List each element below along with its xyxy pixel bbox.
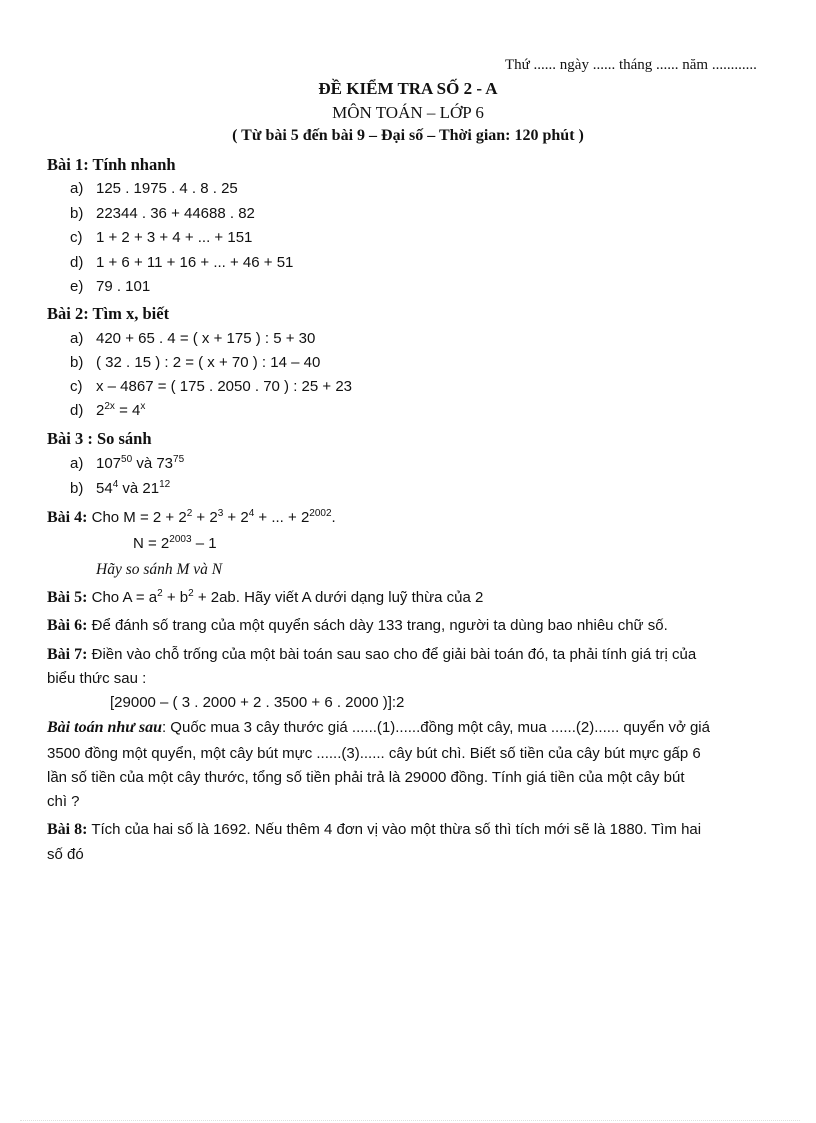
item-label: a): [70, 455, 84, 472]
bai3-heading: Bài 3 : So sánh: [47, 429, 152, 448]
problem-label: Bài toán như sau: [47, 719, 162, 736]
expr-text: + 2: [192, 509, 218, 526]
bai7-label: Bài 7:: [47, 646, 88, 663]
equation-text: = 4: [114, 402, 141, 419]
bai3-item-b: [70, 480, 170, 497]
date-line: Thứ ...... ngày ...... tháng ...... năm ............: [505, 57, 757, 73]
power-base: 54: [96, 480, 113, 497]
expr-text: Cho M = 2 + 2: [87, 509, 187, 526]
power-base: 107: [96, 455, 122, 472]
expr-text: + b: [162, 589, 189, 606]
item-label: b): [70, 480, 84, 497]
bai1-item-e: [70, 278, 150, 295]
problem-text: : Quốc mua 3 cây thước giá ......(1)......đồng một cây, mua ......(2)...... quyển vở giá: [161, 719, 710, 736]
item-text: 1 + 6 + 11 + 16 + ... + 46 + 51: [96, 254, 294, 271]
bai7-line1: [47, 646, 696, 664]
expr-text: Cho A = a: [87, 589, 158, 606]
exam-subject: MÔN TOÁN – LỚP 6: [332, 103, 484, 122]
item-label: b): [70, 354, 84, 371]
item-label: a): [70, 330, 84, 347]
bai7-problem-line1: [47, 719, 710, 737]
item-text: 125 . 1975 . 4 . 8 . 25: [96, 180, 238, 197]
bai2-item-c: [70, 378, 352, 395]
bai1-heading: Bài 1: Tính nhanh: [47, 155, 176, 174]
power-base: 2: [96, 402, 105, 419]
bai8-line1: [47, 821, 701, 839]
bai2-heading: Bài 2: Tìm x, biết: [47, 304, 170, 323]
bai2-item-a: [70, 330, 315, 347]
item-text: 420 + 65 . 4 = ( x + 175 ) : 5 + 30: [96, 330, 316, 347]
bai6-line: [47, 617, 668, 635]
question-text: Điền vào chỗ trống của một bài toán sau sao cho để giải bài toán đó, ta phải tính giá trị của: [87, 646, 697, 663]
bai5-label: Bài 5:: [47, 589, 88, 606]
item-text: 1 + 2 + 3 + 4 + ... + 151: [96, 229, 253, 246]
bai7-problem-line2: 3500 đồng một quyển, một cây bút mực ......(3)...... cây bút chì. Biết số tiền của cây bút mực gấp 6: [47, 745, 701, 762]
bai1-item-c: [70, 229, 252, 246]
exponent: 2: [188, 588, 194, 599]
bai1-item-a: [70, 180, 238, 197]
exponent: 2002: [309, 508, 332, 519]
bai1-item-d: [70, 254, 293, 271]
bai4-label: Bài 4:: [47, 509, 88, 526]
bai3-item-a: [70, 455, 184, 472]
bai5-line: [47, 589, 483, 607]
exponent: x: [140, 401, 146, 412]
bai4-compare: Hãy so sánh M và N: [96, 561, 223, 578]
compare-text: và 21: [118, 480, 160, 497]
bai2-item-d: [70, 402, 145, 419]
exponent: 75: [173, 454, 185, 465]
bai1-item-b: [70, 205, 255, 222]
bai8-label: Bài 8:: [47, 821, 88, 838]
bai8-line2: số đó: [47, 846, 84, 863]
exponent: 12: [159, 479, 171, 490]
page-bottom-divider: [20, 1120, 800, 1121]
exponent: 2x: [104, 401, 115, 412]
exponent: 2: [157, 588, 163, 599]
exponent: 4: [112, 479, 119, 490]
item-label: c): [70, 378, 83, 395]
bai4-line-m: [47, 509, 336, 527]
exponent: 2: [186, 508, 193, 519]
item-label: e): [70, 278, 84, 295]
bai2-item-b: [70, 354, 320, 371]
bai7-expression: [29000 – ( 3 . 2000 + 2 . 3500 + 6 . 2000 )]:2: [110, 694, 405, 711]
bai7-problem-line4: chì ?: [47, 793, 80, 810]
item-label: b): [70, 205, 84, 222]
item-text: x – 4867 = ( 175 . 2050 . 70 ) : 25 + 23: [96, 378, 353, 395]
question-text: Để đánh số trang của một quyển sách dày 133 trang, người ta dùng bao nhiêu chữ số.: [87, 617, 668, 634]
expr-text: – 1: [191, 535, 217, 552]
expr-text: + 2: [223, 509, 249, 526]
item-label: c): [70, 229, 83, 246]
expr-text: N = 2: [133, 535, 170, 552]
bai7-problem-line3: lần số tiền của một cây thước, tổng số tiền phải trả là 29000 đồng. Tính giá tiền của một cây bút: [47, 769, 685, 786]
exponent: 2003: [169, 534, 192, 545]
item-text: ( 32 . 15 ) : 2 = ( x + 70 ) : 14 – 40: [96, 354, 321, 371]
item-text: 22344 . 36 + 44688 . 82: [96, 205, 255, 222]
exponent: 4: [248, 508, 255, 519]
expr-text: + ... + 2: [254, 509, 310, 526]
bai7-line2: biểu thức sau :: [47, 670, 147, 687]
item-label: d): [70, 254, 84, 271]
exponent: 50: [121, 454, 133, 465]
expr-text: + 2ab. Hãy viết A dưới dạng luỹ thừa của 2: [193, 589, 484, 606]
exponent: 3: [217, 508, 224, 519]
item-label: d): [70, 402, 84, 419]
expr-text: .: [331, 509, 336, 526]
bai6-label: Bài 6:: [47, 617, 88, 634]
question-text: Tích của hai số là 1692. Nếu thêm 4 đơn vị vào một thừa số thì tích mới sẽ là 1880. Tìm hai: [87, 821, 702, 838]
exam-scope: ( Từ bài 5 đến bài 9 – Đại số – Thời gian: 120 phút ): [232, 127, 584, 144]
exam-title: ĐỀ KIỂM TRA SỐ 2 - A: [318, 79, 498, 98]
item-label: a): [70, 180, 84, 197]
bai4-line-n: [133, 535, 217, 552]
item-text: 79 . 101: [96, 278, 151, 295]
compare-text: và 73: [132, 455, 174, 472]
